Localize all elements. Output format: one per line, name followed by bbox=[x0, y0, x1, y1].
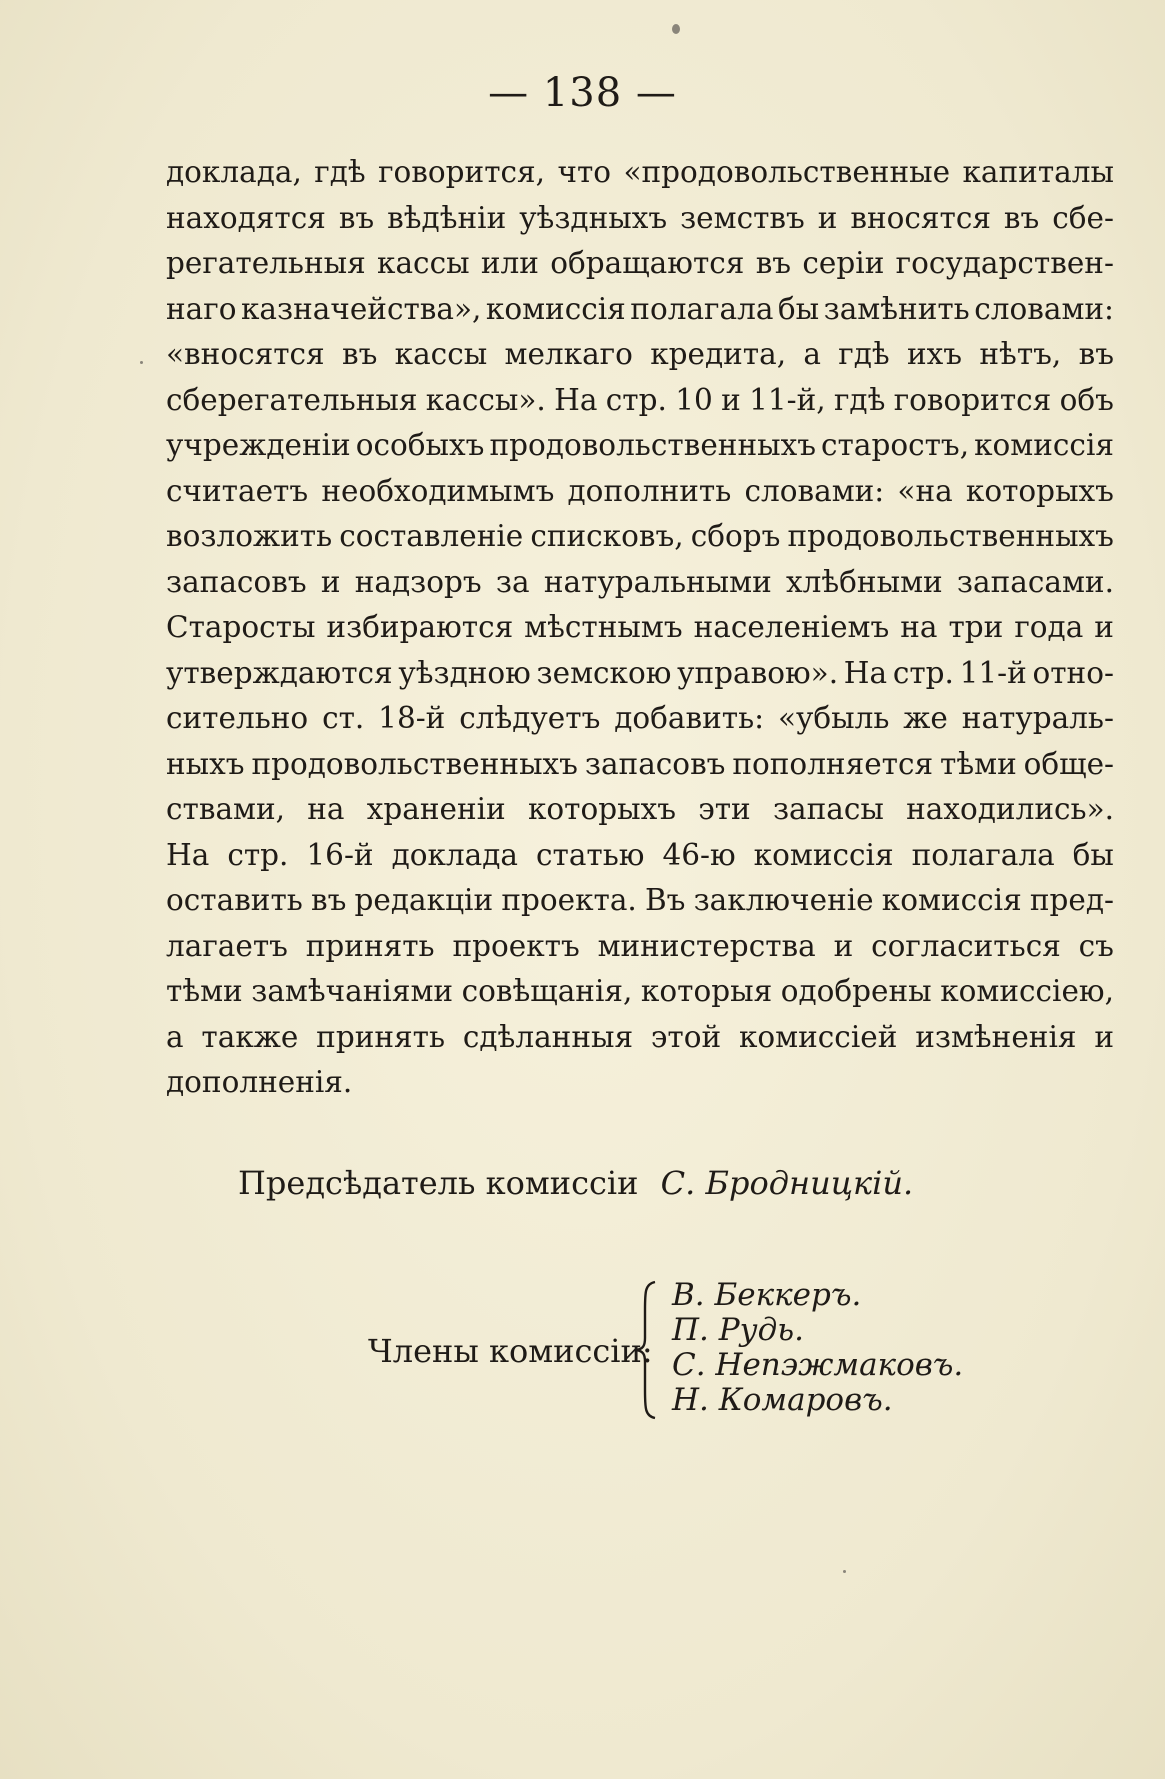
word: комиссіею, bbox=[940, 974, 1114, 1008]
word: обще- bbox=[1023, 746, 1114, 781]
text-line: дополненія. bbox=[166, 1065, 353, 1099]
word: и bbox=[833, 928, 854, 963]
word: и bbox=[320, 564, 341, 599]
word: замѣнить bbox=[823, 291, 970, 326]
text-line bbox=[166, 332, 1114, 378]
word: которыхъ bbox=[527, 792, 676, 826]
word: проекта. bbox=[501, 883, 637, 917]
page-number: — 138 — bbox=[488, 70, 677, 116]
word: сберегательныя bbox=[166, 382, 418, 417]
word: одобрены bbox=[780, 974, 932, 1008]
word: полагала bbox=[630, 291, 774, 326]
word: ст. bbox=[322, 701, 365, 735]
word: Въ bbox=[644, 883, 686, 917]
word: комиссія bbox=[881, 883, 1022, 917]
word: мелкаго bbox=[504, 337, 633, 371]
word: гдѣ bbox=[838, 337, 890, 371]
word: согласиться bbox=[871, 928, 1061, 963]
word: продовольственныхъ bbox=[787, 519, 1114, 553]
chairman-signature bbox=[238, 1164, 1058, 1202]
word: мѣстнымъ bbox=[524, 610, 683, 644]
word: доклада bbox=[391, 837, 519, 872]
text-line bbox=[166, 833, 1114, 879]
word: натуральными bbox=[543, 564, 772, 599]
word: На bbox=[166, 837, 210, 872]
text-line bbox=[166, 1015, 1114, 1061]
show-through-ghost bbox=[290, 1235, 340, 1289]
word: пополняется bbox=[732, 746, 934, 781]
word: уѣздною bbox=[398, 655, 531, 690]
word: На bbox=[843, 655, 888, 690]
word: стр. bbox=[605, 382, 667, 417]
word: а bbox=[166, 1019, 184, 1054]
word: статью bbox=[536, 837, 645, 872]
word: также bbox=[201, 1019, 299, 1054]
word: 16-й bbox=[306, 837, 374, 872]
member-name: Н. Комаровъ. bbox=[672, 1382, 893, 1418]
text-line bbox=[166, 969, 1114, 1015]
word: тѣми bbox=[166, 974, 243, 1008]
word: отно- bbox=[1032, 655, 1114, 690]
word: бы bbox=[777, 291, 820, 326]
word: за bbox=[495, 564, 530, 599]
word: стр. bbox=[227, 837, 289, 872]
body-text bbox=[166, 150, 1114, 1106]
word: находились». bbox=[906, 792, 1114, 826]
word: продовольственныхъ bbox=[251, 746, 578, 781]
text-line bbox=[166, 696, 1114, 742]
word: утверждаются bbox=[166, 655, 393, 690]
word: государствен- bbox=[895, 246, 1114, 280]
member-name: В. Беккеръ. bbox=[672, 1277, 862, 1313]
word: казначейства», bbox=[240, 291, 482, 326]
word: въ bbox=[338, 200, 375, 235]
word: пред- bbox=[1029, 883, 1114, 917]
word: которыхъ bbox=[965, 473, 1114, 508]
word: 11-й, bbox=[749, 382, 826, 417]
word: же bbox=[903, 701, 948, 735]
word: сдѣланныя bbox=[462, 1019, 634, 1054]
word: и bbox=[721, 382, 741, 417]
word: списковъ, bbox=[530, 519, 684, 553]
word: принять bbox=[305, 928, 435, 963]
word: 46-ю bbox=[662, 837, 736, 872]
word: запасами. bbox=[956, 564, 1114, 599]
word: вѣдѣніи bbox=[387, 200, 507, 235]
text-line bbox=[166, 378, 1114, 424]
word: гдѣ bbox=[314, 155, 366, 189]
word: уѣздныхъ bbox=[519, 200, 668, 235]
members-list bbox=[672, 1278, 963, 1418]
word: а bbox=[803, 337, 821, 371]
word: слѣдуетъ bbox=[459, 701, 601, 735]
word: редакціи bbox=[354, 883, 494, 917]
word: «продовольственные bbox=[623, 155, 951, 189]
text-line bbox=[166, 605, 1114, 651]
word: оставить bbox=[166, 883, 303, 917]
word: словами: bbox=[974, 291, 1114, 326]
word: въ bbox=[341, 337, 378, 371]
word: вносятся bbox=[850, 200, 991, 235]
word: которыя bbox=[640, 974, 773, 1008]
word: или bbox=[480, 246, 539, 280]
text-line bbox=[166, 241, 1114, 287]
word: сительно bbox=[166, 701, 309, 735]
text-line bbox=[166, 196, 1114, 242]
member-name: П. Рудь. bbox=[672, 1312, 804, 1348]
word: ствами, bbox=[166, 792, 286, 826]
members-block bbox=[360, 1278, 1000, 1418]
word: министерства bbox=[597, 928, 816, 963]
word: «убыль bbox=[777, 701, 890, 735]
word: серіи bbox=[802, 246, 885, 280]
member-name: С. Непэжмаковъ. bbox=[672, 1347, 964, 1383]
word: 10 bbox=[675, 382, 713, 417]
word: и bbox=[817, 200, 838, 235]
word: На bbox=[554, 382, 598, 417]
word: измѣненія bbox=[915, 1019, 1077, 1054]
word: старостъ, bbox=[821, 428, 970, 462]
word: и bbox=[1094, 610, 1114, 644]
word: считаетъ bbox=[166, 473, 309, 508]
word: тѣми bbox=[940, 746, 1017, 781]
word: совѣщанія, bbox=[461, 974, 633, 1008]
word: дополнить bbox=[567, 473, 732, 508]
word: земскою bbox=[536, 655, 672, 690]
text-line bbox=[166, 787, 1114, 833]
word: избираются bbox=[326, 610, 514, 644]
word: продовольственныхъ bbox=[489, 428, 816, 462]
word: эти bbox=[698, 792, 751, 826]
word: въ bbox=[311, 883, 347, 917]
text-line bbox=[166, 514, 1114, 560]
word: кассы bbox=[394, 337, 488, 371]
word: комиссія bbox=[974, 428, 1114, 462]
word: говорится, bbox=[378, 155, 546, 189]
word: регательныя bbox=[166, 246, 366, 280]
word: сборъ bbox=[690, 519, 781, 553]
word: принять bbox=[316, 1019, 446, 1054]
word: доклада, bbox=[166, 155, 302, 189]
word: земствъ bbox=[680, 200, 805, 235]
text-line bbox=[166, 878, 1114, 924]
word: стр. bbox=[892, 655, 954, 690]
word: наго bbox=[166, 291, 237, 326]
members-label: Члены комиссіи: bbox=[368, 1332, 653, 1370]
word: нѣтъ, bbox=[979, 337, 1062, 371]
word: учрежденіи bbox=[166, 428, 351, 462]
word: запасовъ bbox=[584, 746, 726, 781]
text-line bbox=[166, 742, 1114, 788]
word: запасы bbox=[772, 792, 884, 826]
word: находятся bbox=[166, 200, 326, 235]
word: и bbox=[1094, 1019, 1114, 1054]
word: ныхъ bbox=[166, 746, 245, 781]
word: лагаетъ bbox=[166, 928, 288, 963]
word: въ bbox=[1003, 200, 1040, 235]
word: кассы bbox=[377, 246, 470, 280]
paper-speck bbox=[843, 1570, 846, 1573]
word: возложить bbox=[166, 519, 333, 553]
paper-speck bbox=[672, 24, 680, 34]
word: обращаются bbox=[550, 246, 745, 280]
text-line bbox=[166, 560, 1114, 606]
text-line bbox=[166, 287, 1114, 333]
word: на bbox=[307, 792, 345, 826]
word: заключеніе bbox=[693, 883, 874, 917]
text-line bbox=[166, 651, 1114, 697]
chairman-label: Предсѣдатель комиссіи bbox=[238, 1164, 639, 1202]
word: въ bbox=[1078, 337, 1114, 371]
word: въ bbox=[755, 246, 792, 280]
word: замѣчаніями bbox=[251, 974, 454, 1008]
word: натураль- bbox=[961, 701, 1114, 735]
word: сбе- bbox=[1052, 200, 1114, 235]
word: «вносятся bbox=[166, 337, 325, 371]
word: кассы». bbox=[425, 382, 546, 417]
text-line bbox=[166, 150, 1114, 196]
word: словами: bbox=[744, 473, 885, 508]
word: Старосты bbox=[166, 610, 316, 644]
word: этой bbox=[650, 1019, 722, 1054]
word: бы bbox=[1072, 837, 1114, 872]
word: проектъ bbox=[452, 928, 580, 963]
word: года bbox=[1014, 610, 1084, 644]
word: населеніемъ bbox=[693, 610, 890, 644]
text-line bbox=[166, 423, 1114, 469]
word: добавить: bbox=[614, 701, 765, 735]
word: полагала bbox=[911, 837, 1055, 872]
word: что bbox=[557, 155, 612, 189]
text-line bbox=[166, 924, 1114, 970]
chairman-name: С. Бродницкій. bbox=[660, 1164, 914, 1202]
word: необходимымъ bbox=[321, 473, 555, 508]
word: комиссіей bbox=[738, 1019, 898, 1054]
word: говорится bbox=[893, 382, 1052, 417]
word: храненіи bbox=[366, 792, 506, 826]
word: «на bbox=[897, 473, 953, 508]
word: на bbox=[900, 610, 938, 644]
word: комиссія bbox=[753, 837, 894, 872]
word: капиталы bbox=[962, 155, 1114, 189]
word: 11-й bbox=[959, 655, 1027, 690]
word: комиссія bbox=[485, 291, 626, 326]
word: особыхъ bbox=[355, 428, 485, 462]
word: объ bbox=[1059, 382, 1114, 417]
word: управою». bbox=[677, 655, 839, 690]
paper-speck bbox=[140, 361, 143, 364]
word: ихъ bbox=[907, 337, 963, 371]
text-line bbox=[166, 469, 1114, 515]
word: три bbox=[948, 610, 1004, 644]
word: съ bbox=[1078, 928, 1114, 963]
word: надзоръ bbox=[354, 564, 482, 599]
word: кредита, bbox=[650, 337, 787, 371]
word: составленіе bbox=[339, 519, 524, 553]
word: гдѣ bbox=[833, 382, 886, 417]
curly-brace bbox=[633, 1280, 661, 1420]
word: хлѣбными bbox=[786, 564, 943, 599]
word: 18-й bbox=[378, 701, 446, 735]
word: запасовъ bbox=[166, 564, 307, 599]
